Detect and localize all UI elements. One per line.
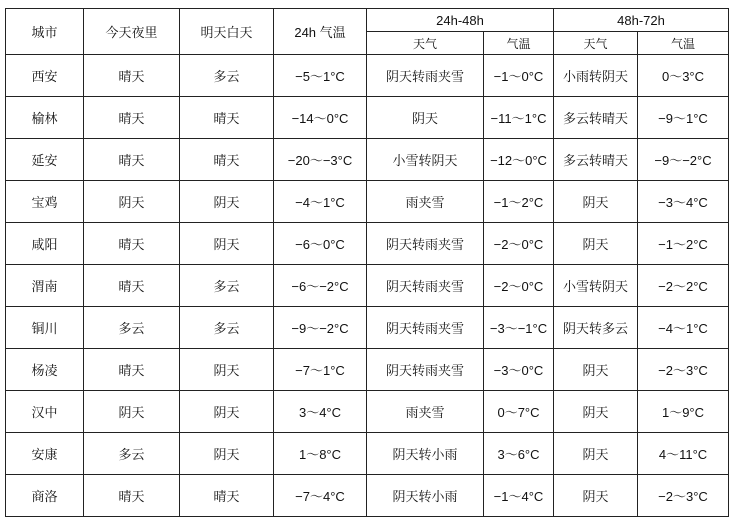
header-temp-24h: 24h 气温: [274, 9, 367, 55]
cell-temp-72: −4～1°C: [638, 307, 729, 349]
cell-temp-72: −9～1°C: [638, 97, 729, 139]
cell-temp-72: 1～9°C: [638, 391, 729, 433]
cell-temp-48: −2～0°C: [484, 265, 554, 307]
cell-temp-72: −9～−2°C: [638, 139, 729, 181]
cell-temp-48: −3～−1°C: [484, 307, 554, 349]
cell-temp-24h: −7～1°C: [274, 349, 367, 391]
cell-weather-48: 阴天转雨夹雪: [367, 55, 484, 97]
header-weather-72: 天气: [554, 32, 638, 55]
cell-city: 榆林: [6, 97, 84, 139]
cell-tonight: 多云: [84, 307, 180, 349]
cell-tomorrow-day: 晴天: [180, 139, 274, 181]
cell-temp-48: −2～0°C: [484, 223, 554, 265]
cell-weather-72: 多云转晴天: [554, 139, 638, 181]
table-row: [6, 307, 729, 349]
cell-temp-72: −2～3°C: [638, 349, 729, 391]
cell-weather-72: 多云转晴天: [554, 97, 638, 139]
cell-weather-48: 阴天转雨夹雪: [367, 349, 484, 391]
header-city: 城市: [6, 9, 84, 55]
cell-city: 渭南: [6, 265, 84, 307]
cell-weather-72: 小雨转阴天: [554, 55, 638, 97]
cell-temp-24h: −9～−2°C: [274, 307, 367, 349]
cell-tomorrow-day: 多云: [180, 265, 274, 307]
cell-temp-48: 3～6°C: [484, 433, 554, 475]
header-temp-72: 气温: [638, 32, 729, 55]
cell-tonight: 阴天: [84, 391, 180, 433]
cell-tonight: 晴天: [84, 265, 180, 307]
cell-city: 延安: [6, 139, 84, 181]
cell-weather-72: 小雪转阴天: [554, 265, 638, 307]
cell-temp-48: −1～2°C: [484, 181, 554, 223]
cell-temp-72: −2～2°C: [638, 265, 729, 307]
cell-temp-48: 0～7°C: [484, 391, 554, 433]
cell-weather-48: 阴天转雨夹雪: [367, 223, 484, 265]
cell-tomorrow-day: 阴天: [180, 349, 274, 391]
header-period-48-72: 48h-72h: [554, 9, 729, 32]
cell-temp-48: −1～4°C: [484, 475, 554, 517]
cell-temp-24h: −6～−2°C: [274, 265, 367, 307]
table-row: [6, 349, 729, 391]
cell-temp-72: 4～11°C: [638, 433, 729, 475]
table-row: [6, 55, 729, 97]
cell-weather-48: 阴天转雨夹雪: [367, 265, 484, 307]
table-row: [6, 433, 729, 475]
cell-temp-24h: 1～8°C: [274, 433, 367, 475]
cell-weather-72: 阴天: [554, 223, 638, 265]
cell-temp-24h: −6～0°C: [274, 223, 367, 265]
cell-weather-48: 阴天转雨夹雪: [367, 307, 484, 349]
cell-temp-24h: −4～1°C: [274, 181, 367, 223]
table-row: [6, 181, 729, 223]
table-row: [6, 223, 729, 265]
cell-tomorrow-day: 多云: [180, 55, 274, 97]
table-row: [6, 265, 729, 307]
table-row: [6, 475, 729, 517]
cell-city: 宝鸡: [6, 181, 84, 223]
cell-tonight: 晴天: [84, 97, 180, 139]
weather-forecast-table: [5, 8, 729, 517]
cell-temp-24h: −5～1°C: [274, 55, 367, 97]
cell-city: 西安: [6, 55, 84, 97]
cell-tonight: 晴天: [84, 55, 180, 97]
cell-city: 咸阳: [6, 223, 84, 265]
cell-temp-48: −3～0°C: [484, 349, 554, 391]
table-row: [6, 97, 729, 139]
cell-temp-72: −1～2°C: [638, 223, 729, 265]
header-temp-48: 气温: [484, 32, 554, 55]
cell-weather-72: 阴天: [554, 349, 638, 391]
cell-tomorrow-day: 阴天: [180, 391, 274, 433]
cell-temp-48: −12～0°C: [484, 139, 554, 181]
cell-tonight: 晴天: [84, 223, 180, 265]
cell-city: 铜川: [6, 307, 84, 349]
cell-tomorrow-day: 多云: [180, 307, 274, 349]
cell-temp-72: −2～3°C: [638, 475, 729, 517]
cell-tonight: 阴天: [84, 181, 180, 223]
cell-weather-72: 阴天: [554, 475, 638, 517]
cell-temp-72: −3～4°C: [638, 181, 729, 223]
cell-city: 汉中: [6, 391, 84, 433]
header-period-24-48: 24h-48h: [367, 9, 554, 32]
cell-temp-72: 0～3°C: [638, 55, 729, 97]
table-header: [6, 9, 729, 55]
cell-city: 商洛: [6, 475, 84, 517]
cell-weather-48: 雨夹雪: [367, 391, 484, 433]
cell-tonight: 多云: [84, 433, 180, 475]
cell-temp-24h: −7～4°C: [274, 475, 367, 517]
cell-weather-48: 小雪转阴天: [367, 139, 484, 181]
cell-tonight: 晴天: [84, 139, 180, 181]
cell-tonight: 晴天: [84, 475, 180, 517]
header-tomorrow-day: 明天白天: [180, 9, 274, 55]
table-row: [6, 139, 729, 181]
cell-weather-48: 阴天转小雨: [367, 475, 484, 517]
header-tonight: 今天夜里: [84, 9, 180, 55]
cell-tomorrow-day: 阴天: [180, 181, 274, 223]
cell-city: 杨凌: [6, 349, 84, 391]
cell-weather-48: 阴天: [367, 97, 484, 139]
cell-weather-72: 阴天: [554, 391, 638, 433]
cell-tonight: 晴天: [84, 349, 180, 391]
cell-weather-48: 雨夹雪: [367, 181, 484, 223]
header-weather-48: 天气: [367, 32, 484, 55]
table-body: [6, 55, 729, 517]
cell-temp-24h: 3～4°C: [274, 391, 367, 433]
cell-weather-72: 阴天: [554, 181, 638, 223]
cell-temp-48: −1～0°C: [484, 55, 554, 97]
cell-tomorrow-day: 晴天: [180, 475, 274, 517]
cell-tomorrow-day: 晴天: [180, 97, 274, 139]
cell-temp-24h: −14～0°C: [274, 97, 367, 139]
cell-temp-24h: −20～−3°C: [274, 139, 367, 181]
table-row: [6, 391, 729, 433]
cell-weather-72: 阴天转多云: [554, 307, 638, 349]
cell-weather-48: 阴天转小雨: [367, 433, 484, 475]
header-row-top: [6, 9, 729, 32]
cell-tomorrow-day: 阴天: [180, 433, 274, 475]
cell-city: 安康: [6, 433, 84, 475]
cell-temp-48: −11～1°C: [484, 97, 554, 139]
cell-tomorrow-day: 阴天: [180, 223, 274, 265]
cell-weather-72: 阴天: [554, 433, 638, 475]
